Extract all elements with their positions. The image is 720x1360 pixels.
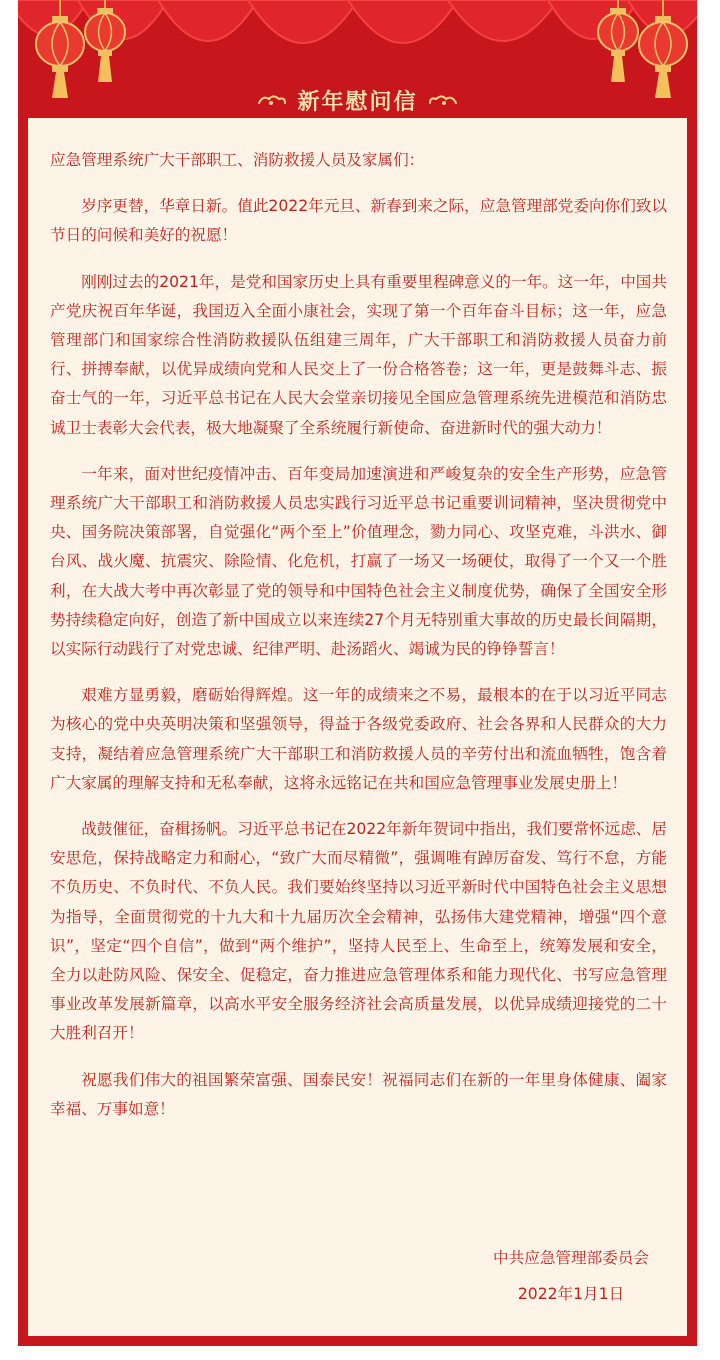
signature-date: 2022年1月1日 bbox=[517, 1285, 625, 1303]
letter-paragraph: 祝愿我们伟大的祖国繁荣富强、国泰民安！祝福同志们在新的一年里身体健康、阖家幸福、万事如意！ bbox=[50, 1070, 667, 1118]
letter-body bbox=[28, 118, 687, 1336]
auspicious-cloud-icon bbox=[257, 93, 287, 107]
auspicious-cloud-icon bbox=[428, 93, 458, 107]
page-title: 新年慰问信 bbox=[297, 89, 418, 115]
letter-signature bbox=[493, 1240, 649, 1312]
letter-paragraph: 战鼓催征，奋楫扬帆。习近平总书记在2022年新年贺词中指出，我们要常怀远虑、居安思危，保持战略定力和耐心，“致广大而尽精微”，强调唯有踔厉奋发、笃行不怠，方能不负历史、不负时代、不负人民。我们要始终坚持以习近平新时代中国特色社会主义思想为指导，全面贯彻党的十九大和十九届历次全会精神，弘扬伟大建党精神，增强“四个意识”，坚定“四个自信”，做到“两个维护”，坚持人民至上、生命至上，统筹发展和安全，全力以赴防风险、保安全、促稳定，奋力推进应急管理体系和能力现代化、书写应急管理事业改革发展新篇章，以高水平安全服务经济社会高质量发展，以优异成绩迎接党的二十大胜利召开！ bbox=[50, 820, 667, 1043]
signature-org: 中共应急管理部委员会 bbox=[493, 1249, 649, 1267]
letter-paragraph: 刚刚过去的2021年，是党和国家历史上具有重要里程碑意义的一年。这一年，中国共产党庆祝百年华诞，我国迈入全面小康社会，实现了第一个百年奋斗目标；这一年，应急管理部门和国家综合性消防救援队伍组建三周年，广大干部职工和消防救援人员奋力前行、拼搏奉献，以优异成绩向党和人民交上了一份合格答卷；这一年，更是鼓舞斗志、振奋士气的一年，习近平总书记在人民大会堂亲切接见全国应急管理系统先进模范和消防忠诚卫士表彰大会代表，极大地凝聚了全系统履行新使命、奋进新时代的强大动力！ bbox=[50, 272, 667, 437]
letter-frame bbox=[18, 0, 697, 1346]
letter-greeting: 应急管理系统广大干部职工、消防救援人员及家属们： bbox=[50, 151, 425, 169]
letter-paragraph: 一年来，面对世纪疫情冲击、百年变局加速演进和严峻复杂的安全生产形势，应急管理系统广大干部职工和消防救援人员忠实践行习近平总书记重要训词精神，坚决贯彻党中央、国务院决策部署，自觉强化“两个至上”价值理念，勠力同心、攻坚克难，斗洪水、御台风、战火魔、抗震灾、除险情、化危机，打赢了一场又一场硬仗，取得了一个又一个胜利，在大战大考中再次彰显了党的领导和中国特色社会主义制度优势，确保了全国安全形势持续稳定向好，创造了新中国成立以来连续27个月无特别重大事故的历史最长间隔期，以实际行动践行了对党忠诚、纪律严明、赴汤蹈火、竭诚为民的铮铮誓言！ bbox=[50, 464, 667, 659]
letter-paragraph: 艰难方显勇毅，磨砺始得辉煌。这一年的成绩来之不易，最根本的在于以习近平同志为核心的党中央英明决策和坚强领导，得益于各级党委政府、社会各界和人民群众的大力支持，凝结着应急管理系统广大干部职工和消防救援人员的辛劳付出和流血牺牲，饱含着广大家属的理解支持和无私奉献，这将永远铭记在共和国应急管理事业发展史册上！ bbox=[50, 686, 667, 792]
letter-paragraph: 岁序更替，华章日新。值此2022年元旦、新春到来之际，应急管理部党委向你们致以节日的问候和美好的祝愿！ bbox=[50, 197, 667, 245]
title-bar bbox=[18, 82, 697, 118]
